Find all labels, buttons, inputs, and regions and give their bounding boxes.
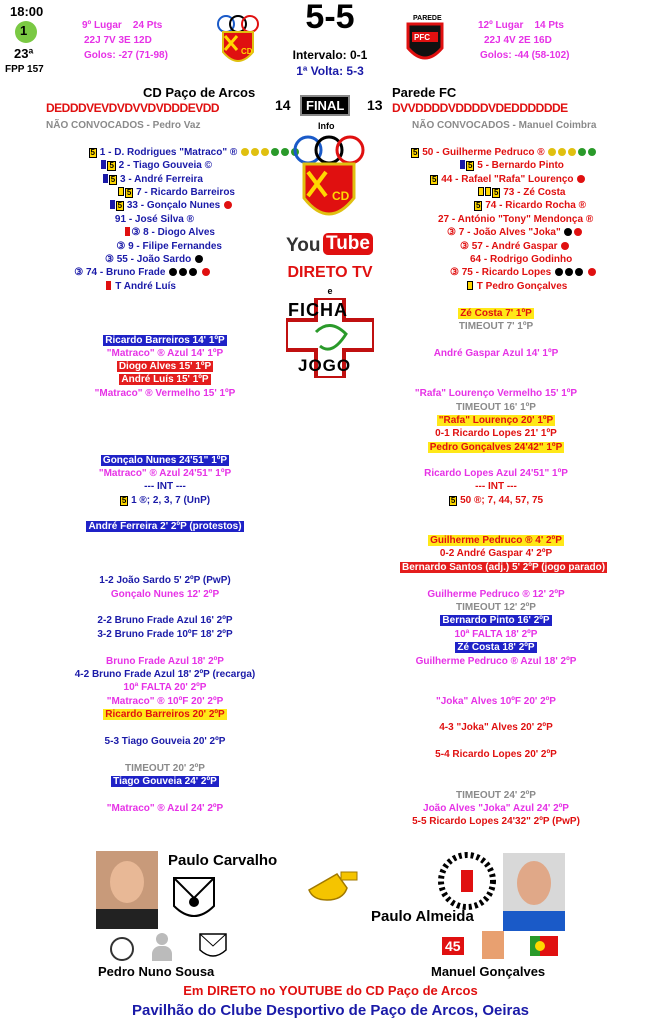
svg-text:CD: CD: [241, 47, 253, 56]
away-event: 4-3 "Joka" Alves 20' 2ºP: [439, 722, 553, 733]
home-team-name: CD Paço de Arcos: [143, 85, 256, 100]
home-event: "Matraco" ® Azul 14' 1ºP: [106, 348, 224, 359]
away-event: "Joka" Alves 10ºF 20' 2ºP: [436, 696, 556, 707]
home-event: Ricardo Barreiros 20' 2ºP: [105, 709, 225, 720]
away-event: TIMEOUT 12' 2ºP: [456, 602, 536, 613]
svg-text:PAREDE: PAREDE: [413, 15, 442, 22]
first-leg-score: 1ª Volta: 5-3: [296, 64, 364, 78]
home-event: 3-2 Bruno Frade 10ºF 18' 2ºP: [97, 629, 233, 640]
direto-tv-label: DIRETO TV: [287, 264, 373, 281]
away-event: 5 50 ®; 7, 44, 57, 75: [450, 495, 544, 506]
away-event: TIMEOUT 7' 1ºP: [458, 321, 534, 332]
final-badge: FINAL: [300, 95, 350, 116]
away-player-10: ③ 75 - Ricardo Lopes: [450, 267, 597, 278]
home-event: Tiago Gouveia 24' 2ºP: [113, 776, 217, 787]
and-label: e: [327, 286, 333, 296]
home-player-6: 91 - José Silva ®: [114, 214, 194, 225]
home-event: "Matraco" ® Azul 24'51" 1ºP: [98, 468, 232, 479]
home-event: TIMEOUT 20' 2ºP: [125, 763, 205, 774]
away-event: Pedro Gonçalves 24'42" 1ºP: [429, 442, 563, 453]
home-player-9: ③ 55 - João Sardo: [0, 254, 204, 265]
home-event: Bruno Frade Azul 18' 2ºP: [106, 656, 224, 667]
away-event: Bernardo Santos (adj.) 5' 2ºP (jogo parado): [402, 562, 606, 573]
away-player-8: ③ 57 - André Gaspar: [460, 241, 570, 252]
away-player-5: 5 74 - Ricardo Rocha ®: [476, 200, 586, 211]
away-player-4: 5 73 - Zé Costa: [478, 187, 565, 198]
away-event: --- INT ---: [475, 481, 517, 492]
third-ref-flag-icon: [528, 930, 560, 962]
youtube-logo-icon[interactable]: You Tube: [286, 233, 374, 259]
jornada-icon: 1: [15, 21, 37, 43]
center-crest-icon: [292, 134, 366, 228]
home-player-1: 5 1 - D. Rodrigues "Matraco" ®: [0, 147, 300, 158]
third-ref-photo-avatar: [482, 931, 504, 959]
home-event: Ricardo Barreiros 14' 1ºP: [105, 335, 225, 346]
home-player-11: T André Luís: [0, 281, 176, 292]
home-event: 1-2 João Sardo 5' 2ºP (PwP): [99, 575, 231, 586]
away-player-7: ③ 7 - João Alves "Joka": [447, 227, 583, 238]
clock-icon: [110, 937, 134, 961]
home-event: 2-2 Bruno Frade Azul 16' 2ºP: [97, 615, 233, 626]
home-event: André Luís 15' 1ºP: [121, 374, 209, 385]
away-event: "Rafa" Lourenço Vermelho 15' 1ºP: [414, 388, 578, 399]
timekeeper-name: Pedro Nuno Sousa: [98, 964, 215, 979]
away-event: Zé Costa 7' 1ºP: [460, 308, 532, 319]
home-event: 5-3 Tiago Gouveia 20' 2ºP: [104, 736, 226, 747]
home-event: "Matraco" ® Vermelho 15' 1ºP: [94, 388, 236, 399]
match-time: 18:00: [10, 4, 44, 19]
away-event: Guilherme Pedruco ® 12' 2ºP: [427, 589, 565, 600]
home-event: Gonçalo Nunes 12' 2ºP: [110, 589, 220, 600]
away-player-3: 5 44 - Rafael "Rafa" Lourenço: [430, 174, 586, 185]
home-player-3: 5 3 - André Ferreira: [0, 174, 203, 185]
home-pos: 9º Lugar 24 Pts: [82, 20, 163, 31]
away-record: 22J 4V 2E 16D: [484, 35, 552, 46]
away-not-called: NÃO CONVOCADOS - Manuel Coimbra: [412, 120, 597, 131]
ref1-association-crest-icon: [170, 872, 218, 926]
third-ref-name: Manuel Gonçalves: [431, 964, 546, 979]
home-player-2: 5 2 - Tiago Gouveia ©: [0, 160, 212, 171]
person-placeholder-icon: [152, 933, 172, 961]
footer-live-note: Em DIRETO no YOUTUBE do CD Paço de Arcos: [183, 983, 478, 998]
home-player-4: 5 7 - Ricardo Barreiros: [0, 187, 235, 198]
info-link[interactable]: Info: [318, 121, 335, 131]
away-goals: Golos: -44 (58-102): [480, 50, 570, 61]
home-event: "Matraco" ® Azul 24' 2ºP: [106, 803, 224, 814]
away-event: Ricardo Lopes Azul 24'51" 1ºP: [424, 468, 568, 479]
away-player-2: 5 5 - Bernardo Pinto: [460, 160, 564, 171]
ref1-photo-avatar: [96, 851, 158, 929]
home-event: --- INT ---: [144, 481, 186, 492]
svg-text:PFC: PFC: [414, 33, 430, 42]
away-event: Guilherme Pedruco ® 4' 2ºP: [430, 535, 562, 546]
home-rank: 14: [275, 97, 291, 113]
home-event: 4-2 Bruno Frade Azul 18' 2ºP (recarga): [74, 669, 256, 680]
away-event: "Rafa" Lourenço 20' 1ºP: [438, 415, 554, 426]
away-player-9: 64 - Rodrigo Godinho: [470, 254, 573, 265]
home-player-10: ③ 74 - Bruno Frade: [0, 267, 211, 278]
ref2-association-crest-icon: [437, 852, 497, 910]
away-form: DVVDDDDVDDDDVDEDDDDDDE: [392, 101, 568, 115]
home-event: Diogo Alves 15' 1ºP: [118, 361, 212, 372]
away-event: TIMEOUT 16' 1ºP: [456, 402, 536, 413]
away-pos: 12º Lugar 14 Pts: [478, 20, 564, 31]
away-player-11: T Pedro Gonçalves: [467, 281, 567, 292]
shirt-number-badge: 45: [442, 937, 464, 955]
away-team-name: Parede FC: [392, 85, 457, 100]
away-event: 0-1 Ricardo Lopes 21' 1ºP: [435, 428, 557, 439]
home-goals: Golos: -27 (71-98): [84, 50, 168, 61]
home-event: 5 1 ®; 2, 3, 7 (UnP): [121, 495, 211, 506]
home-event: André Ferreira 2' 2ºP (protestos): [88, 521, 242, 532]
timekeeper-crest-icon: [198, 930, 228, 962]
away-event: Bernardo Pinto 16' 2ºP: [442, 615, 550, 626]
away-event: Guilherme Pedruco ® Azul 18' 2ºP: [415, 656, 577, 667]
home-form: DEDDDVEVDVDVVDVDDDEVDD: [46, 101, 220, 115]
away-event: TIMEOUT 24' 2ºP: [456, 790, 536, 801]
away-event: 0-2 André Gaspar 4' 2ºP: [439, 548, 553, 559]
ref2-name: Paulo Almeida: [371, 908, 474, 925]
footer-venue: Pavilhão do Clube Desportivo de Paço de Arcos, Oeiras: [131, 1002, 530, 1019]
ref2-photo-avatar: [503, 853, 565, 931]
home-event: "Matraco" ® 10ºF 20' 2ºP: [106, 696, 224, 707]
home-record: 22J 7V 3E 12D: [84, 35, 152, 46]
fpp-label: FPP 157: [5, 64, 44, 75]
whistle-icon: [303, 866, 363, 906]
home-crest-icon: [215, 14, 261, 70]
away-rank: 13: [367, 97, 383, 113]
away-event: 5-4 Ricardo Lopes 20' 2ºP: [435, 749, 557, 760]
home-player-7: ③ 8 - Diogo Alves: [0, 227, 215, 238]
ref1-name: Paulo Carvalho: [168, 852, 278, 869]
home-player-8: ③ 9 - Filipe Fernandes: [116, 241, 222, 252]
svg-text:CD: CD: [332, 189, 350, 203]
away-event: André Gaspar Azul 14' 1ºP: [433, 348, 559, 359]
home-event: Gonçalo Nunes 24'51" 1ºP: [102, 455, 228, 466]
away-event: Zé Costa 18' 2ºP: [457, 642, 535, 653]
final-score: 5-5: [305, 0, 355, 36]
away-event: João Alves "Joka" Azul 24' 2ºP: [423, 803, 569, 814]
away-crest-icon: [402, 12, 448, 70]
home-player-5: 5 33 - Gonçalo Nunes: [0, 200, 233, 211]
interval-score: Intervalo: 0-1: [292, 48, 368, 62]
away-event: 5-5 Ricardo Lopes 24'32" 2ºP (PwP): [412, 816, 580, 827]
away-player-1: 5 50 - Guilherme Pedruco ®: [411, 147, 597, 158]
away-player-6: 27 - António "Tony" Mendonça ®: [438, 214, 594, 225]
ficha-jogo-logo[interactable]: FICHA JOGO: [286, 298, 374, 378]
home-event: 10ª FALTA 20' 2ºP: [123, 682, 207, 693]
away-event: 10ª FALTA 18' 2ºP: [454, 629, 538, 640]
home-not-called: NÃO CONVOCADOS - Pedro Vaz: [46, 120, 201, 131]
round-label: 23ª: [14, 46, 34, 61]
